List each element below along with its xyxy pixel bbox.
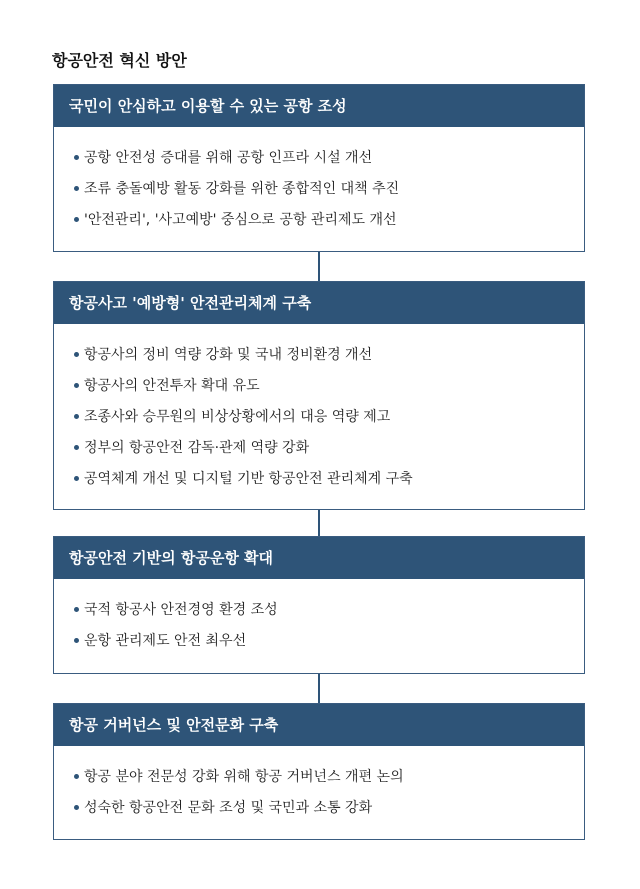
item-text: 운항 관리제도 안전 최우선 bbox=[84, 633, 247, 649]
section-box bbox=[53, 703, 585, 840]
list-item bbox=[74, 174, 584, 205]
list-item bbox=[74, 433, 584, 464]
bullet-icon bbox=[74, 607, 79, 612]
item-text: 공역체계 개선 및 디지털 기반 항공안전 관리체계 구축 bbox=[84, 471, 413, 487]
bullet-icon bbox=[74, 383, 79, 388]
section-heading: 국민이 안심하고 이용할 수 있는 공항 조성 bbox=[54, 85, 584, 127]
bullet-icon bbox=[74, 155, 79, 160]
item-text: 항공사의 안전투자 확대 유도 bbox=[84, 378, 260, 394]
list-item bbox=[74, 205, 584, 236]
section-heading: 항공사고 '예방형' 안전관리체계 구축 bbox=[54, 282, 584, 324]
list-item bbox=[74, 340, 584, 371]
item-list bbox=[54, 746, 584, 824]
bullet-icon bbox=[74, 217, 79, 222]
bullet-icon bbox=[74, 476, 79, 481]
item-text: 항공사의 정비 역량 강화 및 국내 정비환경 개선 bbox=[84, 347, 373, 363]
bullet-icon bbox=[74, 352, 79, 357]
bullet-icon bbox=[74, 805, 79, 810]
list-item bbox=[74, 793, 584, 824]
list-item bbox=[74, 595, 584, 626]
bullet-icon bbox=[74, 186, 79, 191]
section-heading: 항공안전 기반의 항공운항 확대 bbox=[54, 537, 584, 579]
item-text: 정부의 항공안전 감독·관제 역량 강화 bbox=[84, 440, 310, 456]
list-item bbox=[74, 143, 584, 174]
item-text: '안전관리', '사고예방' 중심으로 공항 관리제도 개선 bbox=[84, 212, 397, 228]
bullet-icon bbox=[74, 638, 79, 643]
item-text: 조종사와 승무원의 비상상황에서의 대응 역량 제고 bbox=[84, 409, 391, 425]
item-text: 조류 충돌예방 활동 강화를 위한 종합적인 대책 추진 bbox=[84, 181, 400, 197]
connector-line bbox=[318, 252, 320, 281]
item-list bbox=[54, 324, 584, 495]
item-text: 공항 안전성 증대를 위해 공항 인프라 시설 개선 bbox=[84, 150, 373, 166]
connector-line bbox=[318, 674, 320, 703]
item-text: 성숙한 항공안전 문화 조성 및 국민과 소통 강화 bbox=[84, 800, 373, 816]
item-text: 항공 분야 전문성 강화 위해 항공 거버넌스 개편 논의 bbox=[84, 769, 404, 785]
list-item bbox=[74, 402, 584, 433]
item-text: 국적 항공사 안전경영 환경 조성 bbox=[84, 602, 278, 618]
page-title: 항공안전 혁신 방안 bbox=[52, 51, 187, 70]
list-item bbox=[74, 464, 584, 495]
list-item bbox=[74, 371, 584, 402]
section-heading: 항공 거버넌스 및 안전문화 구축 bbox=[54, 704, 584, 746]
item-list bbox=[54, 127, 584, 236]
section-box bbox=[53, 281, 585, 510]
bullet-icon bbox=[74, 414, 79, 419]
section-box bbox=[53, 536, 585, 674]
item-list bbox=[54, 579, 584, 657]
bullet-icon bbox=[74, 445, 79, 450]
section-box bbox=[53, 84, 585, 252]
bullet-icon bbox=[74, 774, 79, 779]
list-item bbox=[74, 762, 584, 793]
list-item bbox=[74, 626, 584, 657]
connector-line bbox=[318, 510, 320, 536]
